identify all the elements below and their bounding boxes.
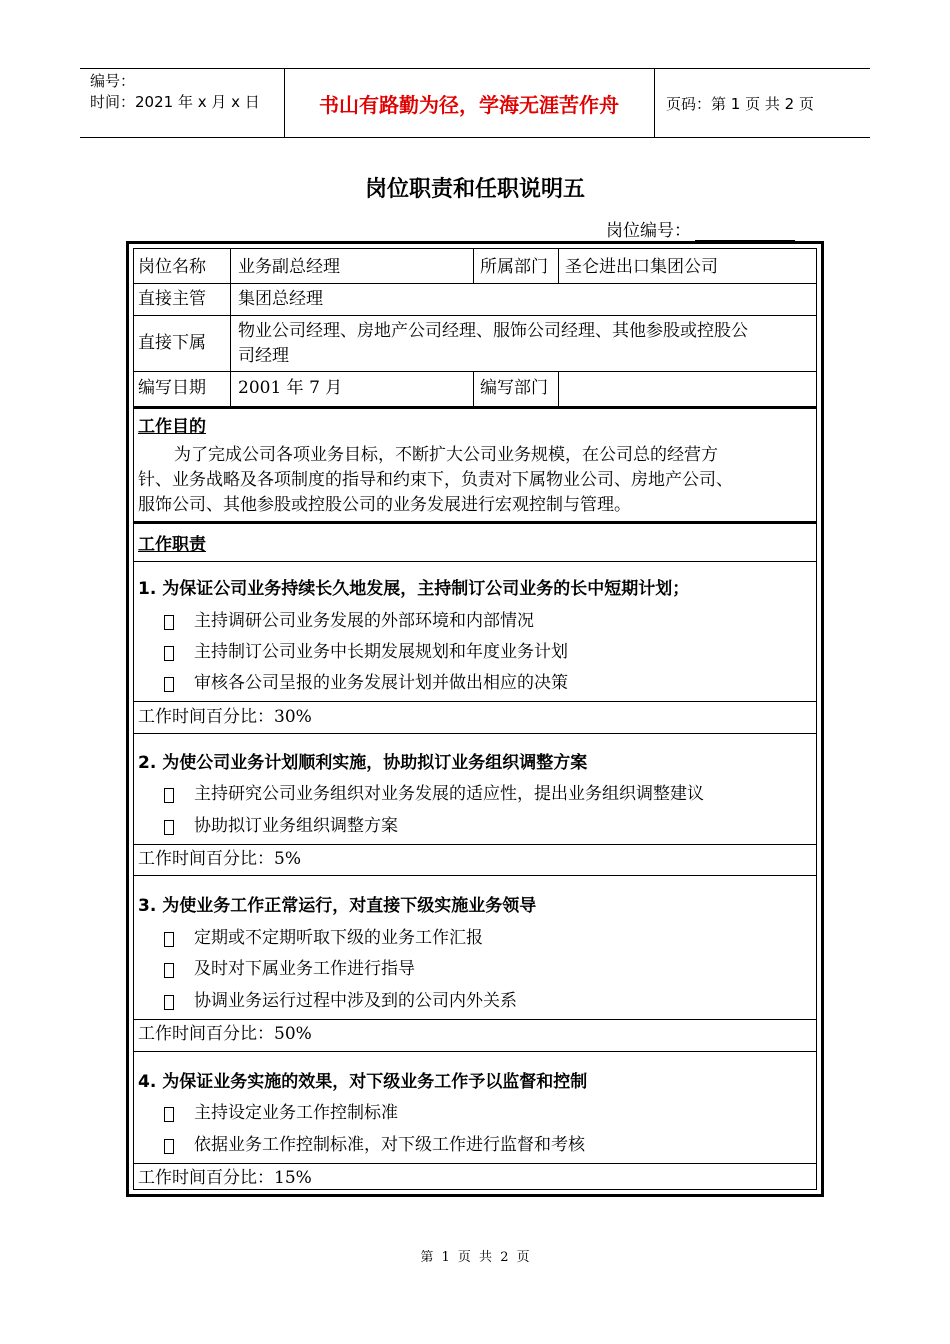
position-number-blank [695,224,795,241]
bullet-box-icon [164,995,174,1010]
col-divider [230,249,231,406]
duty-title: 2. 为使公司业务计划顺利实施，协助拟订业务组织调整方案 [138,753,588,773]
department-value: 圣仑进出口集团公司 [565,257,718,277]
header-page-info: 页码：第 1 页 共 2 页 [666,95,814,113]
job-description-table [126,241,824,1197]
supervisor-value: 集团总经理 [238,289,323,309]
department-label: 所属部门 [480,257,548,277]
bullet-box-icon [164,615,174,630]
subordinate-value-line2: 司经理 [238,346,289,366]
row-divider [134,875,816,876]
duty-time-percent: 工作时间百分比：50% [138,1024,312,1044]
position-name-label: 岗位名称 [138,257,206,277]
number-label: 编号： [90,72,136,90]
col-divider [558,371,559,406]
section-divider [134,406,816,409]
header-motto: 书山有路勤为径，学海无涯苦作舟 [319,92,619,117]
duty-time-percent: 工作时间百分比：15% [138,1168,312,1188]
writer-dept-label: 编写部门 [480,378,548,398]
position-number-label: 岗位编号： [606,221,691,241]
purpose-text-line3: 服饰公司、其他参股或控股公司的业务发展进行宏观控制与管理。 [138,495,631,515]
subordinate-value-line1: 物业公司经理、房地产公司经理、服饰公司经理、其他参股或控股公 [238,321,748,341]
col-divider [473,249,474,283]
page-header [80,68,870,138]
supervisor-label: 直接主管 [138,289,206,309]
duty-title: 1. 为保证公司业务持续长久地发展，主持制订公司业务的长中短期计划； [138,579,690,599]
date-label: 编写日期 [138,378,206,398]
row-divider [134,844,816,845]
duties-heading: 工作职责 [138,535,206,555]
page-footer: 第 1 页 共 2 页 [420,1250,530,1265]
duty-title: 3. 为使业务工作正常运行，对直接下级实施业务领导 [138,896,537,916]
purpose-text-line1: 为了完成公司各项业务目标，不断扩大公司业务规模，在公司总的经营方 [174,445,718,465]
section-divider [134,521,816,524]
purpose-text-line2: 针、业务战略及各项制度的指导和约束下，负责对下属物业公司、房地产公司、 [138,470,733,490]
col-divider [558,249,559,283]
duty-title: 4. 为保证业务实施的效果，对下级业务工作予以监督和控制 [138,1072,588,1092]
duty-time-percent: 工作时间百分比：5% [138,849,301,869]
bullet-box-icon [164,677,174,692]
position-number [606,216,795,241]
bullet-box-icon [164,932,174,947]
row-divider [134,733,816,734]
row-divider [134,315,816,316]
table-inner: 岗位名称 业务副总经理 所属部门 圣仑进出口集团公司 直接主管 集团总经理 直接下属 物业公司经理、房地产公司经理、服饰公司经理、其他参股或控股公 司经理 编写日期 2001 年 7 月 编写部门 工作目的 为了完成公司各项业务目标，不断扩大公司业务规模，在公司总的经营方 针、业务战略及各项制度的指导和约束下，负责对下属物业公司、房地产公司、 服饰公司、其他参股或控股公司的业务发展进行宏观控制与管理。 工作职责 1. 为保证公司业务持续长久地发展，主持制订公司业务的长中短期计划； 主持调研公司业务发展的外部环境和内部情况 主持制订公司业务中长期发展规划和年度业务计划 审核各公司呈报的业务发展计划并做出相应的决策 工作时间百分比：30% 2. 为使公司业务计划顺利实施，协助拟订业务组织调整方案 主持研究公司业务组织对业务发展的适应性，提出业务组织调整建议 协助拟订业务组织调整方案 工作时间百分比：5% 3. 为使业务工作正常运行，对直接下级实施业务领导 定期或不定期听取下级的业务工作汇报 及时对下属业务工作进行指导 协调业务运行过程中涉及到的公司内外关系 工作时间百分比：50% 4. 为保证业务实施的效果，对下级业务工作予以监督和控制 主持设定业务工作控制标准 依据业务工作控制标准，对下级工作进行监督和考核 工作时间百分比：15% [133,248,817,1190]
header-divider [654,69,655,137]
bullet-box-icon [164,1107,174,1122]
bullet-box-icon [164,963,174,978]
row-divider [134,371,816,372]
purpose-heading: 工作目的 [138,417,206,437]
bullet-box-icon [164,820,174,835]
row-divider [134,1019,816,1020]
position-name-value: 业务副总经理 [238,257,340,277]
duty-time-percent: 工作时间百分比：30% [138,707,312,727]
subordinate-label: 直接下属 [138,333,206,353]
time-label: 时间：2021 年 x 月 x 日 [90,93,260,111]
header-meta [90,71,260,113]
row-divider [134,701,816,702]
date-value: 2001 年 7 月 [238,378,343,398]
row-divider [134,561,816,562]
row-divider [134,1051,816,1052]
col-divider [473,371,474,406]
bullet-box-icon [164,646,174,661]
bullet-box-icon [164,788,174,803]
row-divider [134,283,816,284]
bullet-box-icon [164,1139,174,1154]
document-title: 岗位职责和任职说明五 [364,177,585,202]
row-divider [134,1163,816,1164]
